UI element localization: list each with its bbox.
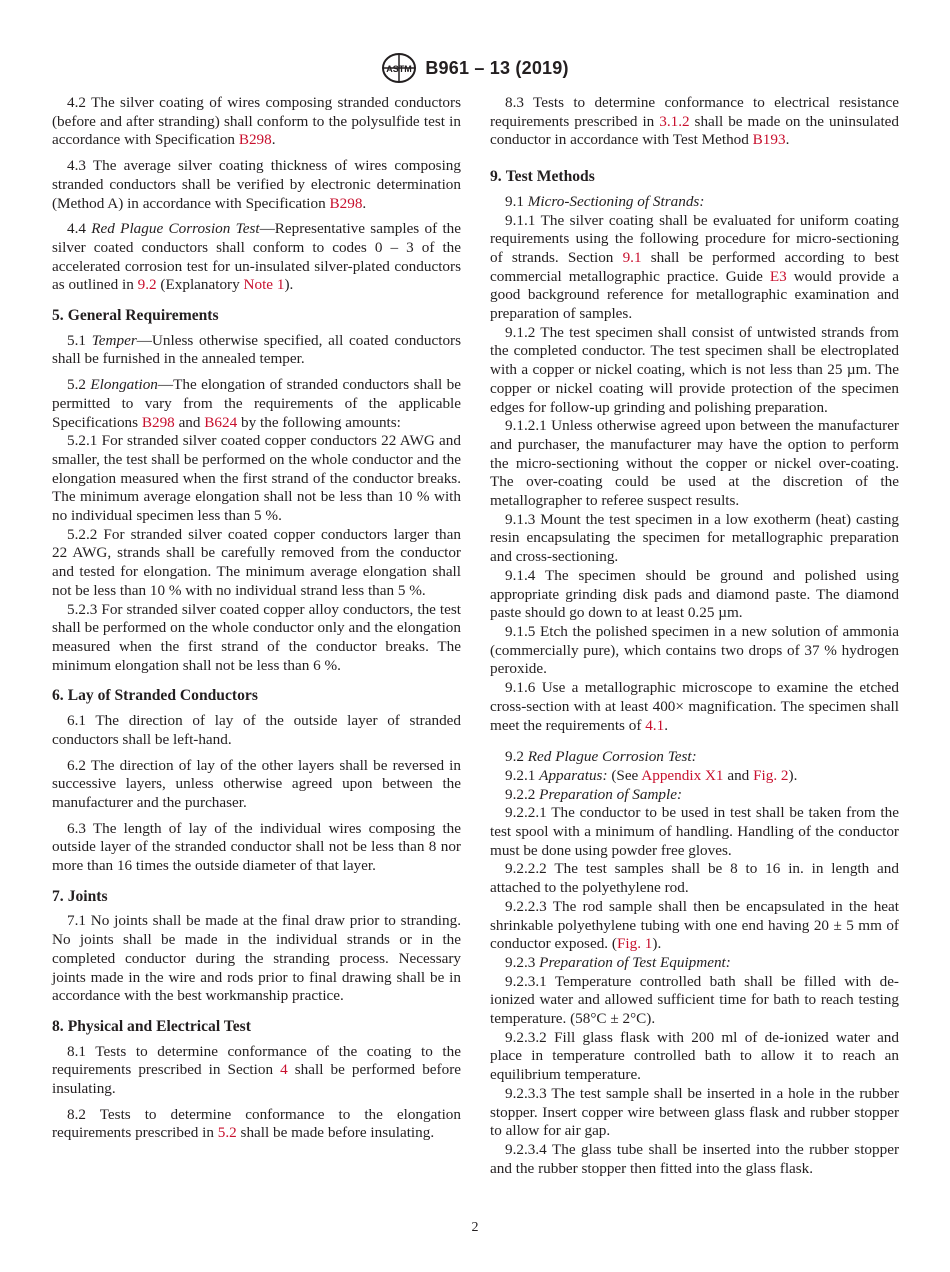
section-9-2-2-1: 9.2.2.1 The conductor to be used in test shall be taken from the test spool with a minimum of handling. Handling of the conductor must be done using powder free gloves. <box>490 804 899 859</box>
section-9-1-3: 9.1.3 Mount the test specimen in a low exotherm (heat) casting resin encapsulating the specimen for metallographic preparation and cross-sectioning. <box>490 510 899 566</box>
section-9-1-5: 9.1.5 Etch the polished specimen in a new solution of ammonia (commercially pure), which contains two drops of 37 % hydrogen peroxide. <box>490 622 899 678</box>
right-column <box>490 94 899 1178</box>
section-5-2-3: 5.2.3 For stranded silver coated copper alloy conductors, the test shall be performed on the whole conductor only and the elongation measured when the first strand of the conductor breaks. The minimum elongation shall not be less than 6 %. <box>52 600 461 674</box>
section-9-1-2: 9.1.2 The test specimen shall consist of untwisted strands from the completed conductor. The test specimen shall be electroplated with a copper or nickel coating, which is not less than 25 µm. The copper or nickel coating will provide protection of the specimen edges for follow-up grinding and polishing preparation. <box>490 323 899 416</box>
section-9-2-2: 9.2.2 Preparation of Sample: <box>505 785 683 803</box>
heading-section-7: 7. Joints <box>52 887 108 905</box>
svg-text:ASTM: ASTM <box>386 64 413 74</box>
page-header <box>0 52 950 84</box>
astm-logo-icon <box>381 52 417 84</box>
heading-section-9: 9. Test Methods <box>490 168 595 186</box>
section-9-2-3: 9.2.3 Preparation of Test Equipment: <box>505 953 731 971</box>
section-6-1: 6.1 The direction of lay of the outside layer of stranded conductors shall be left-hand. <box>52 712 461 748</box>
section-5-1: 5.1 Temper—Unless otherwise specified, all coated conductors shall be furnished in the annealed temper. <box>52 331 462 368</box>
left-column <box>52 94 461 1143</box>
section-4-4: 4.4 Red Plague Corrosion Test—Representative samples of the silver coated conductors shall conform to codes 0 – 3 of the accelerated corrosion test for un-insulated silver-plated conductors as outlined in 9.2 (Explanatory Note 1). <box>52 220 461 294</box>
heading-section-6: 6. Lay of Stranded Conductors <box>52 687 258 705</box>
section-9-2-2-3: 9.2.2.3 The rod sample shall then be encapsulated in the heat shrinkable polyethylene tubing with one end having 20 ± 5 mm of conductor exposed. (Fig. 1). <box>490 897 899 953</box>
link-note-1[interactable]: Note 1 <box>243 276 285 294</box>
link-b298[interactable]: B298 <box>238 131 272 149</box>
link-fig-1[interactable]: Fig. 1 <box>616 935 653 953</box>
link-e3[interactable]: E3 <box>769 267 787 285</box>
heading-section-5: 5. General Requirements <box>52 307 219 325</box>
section-9-2-3-4: 9.2.3.4 The glass tube shall be inserted into the rubber stopper and the rubber stopper then fitted into the glass flask. <box>490 1140 899 1177</box>
heading-section-8: 8. Physical and Electrical Test <box>52 1017 251 1035</box>
link-b298[interactable]: B298 <box>329 194 363 212</box>
section-9-1-4: 9.1.4 The specimen should be ground and polished using appropriate grinding disk pads and diamond paste. The diamond paste should go down to at least 0.25 µm. <box>490 566 899 622</box>
section-8-1: 8.1 Tests to determine conformance of the coating to the requirements prescribed in Section 4 shall be performed before insulating. <box>52 1042 461 1098</box>
section-9-2-3-1: 9.2.3.1 Temperature controlled bath shall be filled with de-ionized water and allowed sufficient time for bath to reach testing temperature. (58°C ± 2°C). <box>490 972 899 1028</box>
link-appendix-x1[interactable]: Appendix X1 <box>641 766 724 784</box>
section-6-3: 6.3 The length of lay of the individual wires composing the outside layer of the stranded conductor shall not be less than 8 nor more than 16 times the outside diameter of that layer. <box>52 819 461 875</box>
link-3-1-2[interactable]: 3.1.2 <box>659 112 690 130</box>
document-designation: B961 – 13 (2019) <box>425 57 569 78</box>
section-9-1-1: 9.1.1 The silver coating shall be evaluated for uniform coating requirements using the following procedure for micro-sectioning of strands. Section 9.1 shall be performed according to best commercial metallographic practice. Guide E3 would provide a good background reference for metallographic examination and preparation of samples. <box>490 211 900 323</box>
link-9-2[interactable]: 9.2 <box>137 276 157 294</box>
link-9-1[interactable]: 9.1 <box>622 248 642 266</box>
link-fig-2[interactable]: Fig. 2 <box>753 766 789 784</box>
section-5-2: 5.2 Elongation—The elongation of stranded conductors shall be permitted to vary from the requirements of the applicable Specifications B298 and B624 by the following amounts: <box>52 376 461 431</box>
link-4-1[interactable]: 4.1 <box>645 716 665 734</box>
section-9-1: 9.1 Micro-Sectioning of Strands: <box>505 192 705 210</box>
section-9-2-3-3: 9.2.3.3 The test sample shall be inserted in a hole in the rubber stopper. Insert copper wire between glass flask and rubber stopper to allow for air gap. <box>490 1084 899 1140</box>
link-b193[interactable]: B193 <box>752 131 786 149</box>
page-number: 2 <box>471 1220 479 1235</box>
section-7-1: 7.1 No joints shall be made at the final draw prior to stranding. No joints shall be made in the individual strands or in the completed conductor during the stranding process. Necessary joints made in the wire and rods prior to final drawing shall be in accordance with the best workmanship practice. <box>52 912 461 1005</box>
section-6-2: 6.2 The direction of lay of the other layers shall be reversed in successive layers, unless otherwise agreed upon between the manufacturer and the purchaser. <box>52 756 461 811</box>
link-section-4[interactable]: 4 <box>280 1061 288 1079</box>
section-5-2-1: 5.2.1 For stranded silver coated copper conductors 22 AWG and smaller, the test shall be performed on the whole conductor and the elongation measured when the first strand of the conductor breaks. The minimum average elongation shall not be less than 10 % with no individual specimen less than 5 %. <box>52 432 461 525</box>
section-9-2-3-2: 9.2.3.2 Fill glass flask with 200 ml of de-ionized water and place in temperature controlled bath to allow it to reach an equilibrium temperature. <box>490 1028 899 1084</box>
link-b624[interactable]: B624 <box>204 413 238 431</box>
section-9-2-1: 9.2.1 Apparatus: (See Appendix X1 and Fig. 2). <box>505 766 798 784</box>
section-9-2: 9.2 Red Plague Corrosion Test: <box>505 748 697 766</box>
section-8-2: 8.2 Tests to determine conformance to the elongation requirements prescribed in 5.2 shall be made before insulating. <box>52 1105 461 1142</box>
section-9-2-2-2: 9.2.2.2 The test samples shall be 8 to 16 in. in length and attached to the polyethylene rod. <box>490 860 899 897</box>
section-9-1-2-1: 9.1.2.1 Unless otherwise agreed upon between the manufacturer and purchaser, the manufacturer may have the option to perform the micro-sectioning without the copper or nickel over-coating. The over-coating could be used at the discretion of the metallographer to referee suspect results. <box>490 417 899 510</box>
section-8-3: 8.3 Tests to determine conformance to electrical resistance requirements prescribed in 3.1.2 shall be made on the uninsulated conductor in accordance with Test Method B193. <box>490 94 899 149</box>
section-5-2-2: 5.2.2 For stranded silver coated copper conductors larger than 22 AWG, strands shall be carefully removed from the conductor and tested for elongation. The minimum average elongation shall not be less than 10 % with no individual strand less than 5 %. <box>52 525 461 599</box>
link-5-2[interactable]: 5.2 <box>217 1124 237 1142</box>
section-4-3: 4.3 The average silver coating thickness of wires composing stranded conductors shall be verified by electronic determination (Method A) in accordance with Specification B298. <box>52 157 461 212</box>
link-b298[interactable]: B298 <box>141 413 175 431</box>
section-9-1-6: 9.1.6 Use a metallographic microscope to examine the etched cross-section with at least 400× magnification. The specimen shall meet the requirements of 4.1. <box>490 679 899 734</box>
section-4-2: 4.2 The silver coating of wires composing stranded conductors (before and after stranding) shall conform to the polysulfide test in accordance with Specification B298. <box>52 94 461 149</box>
